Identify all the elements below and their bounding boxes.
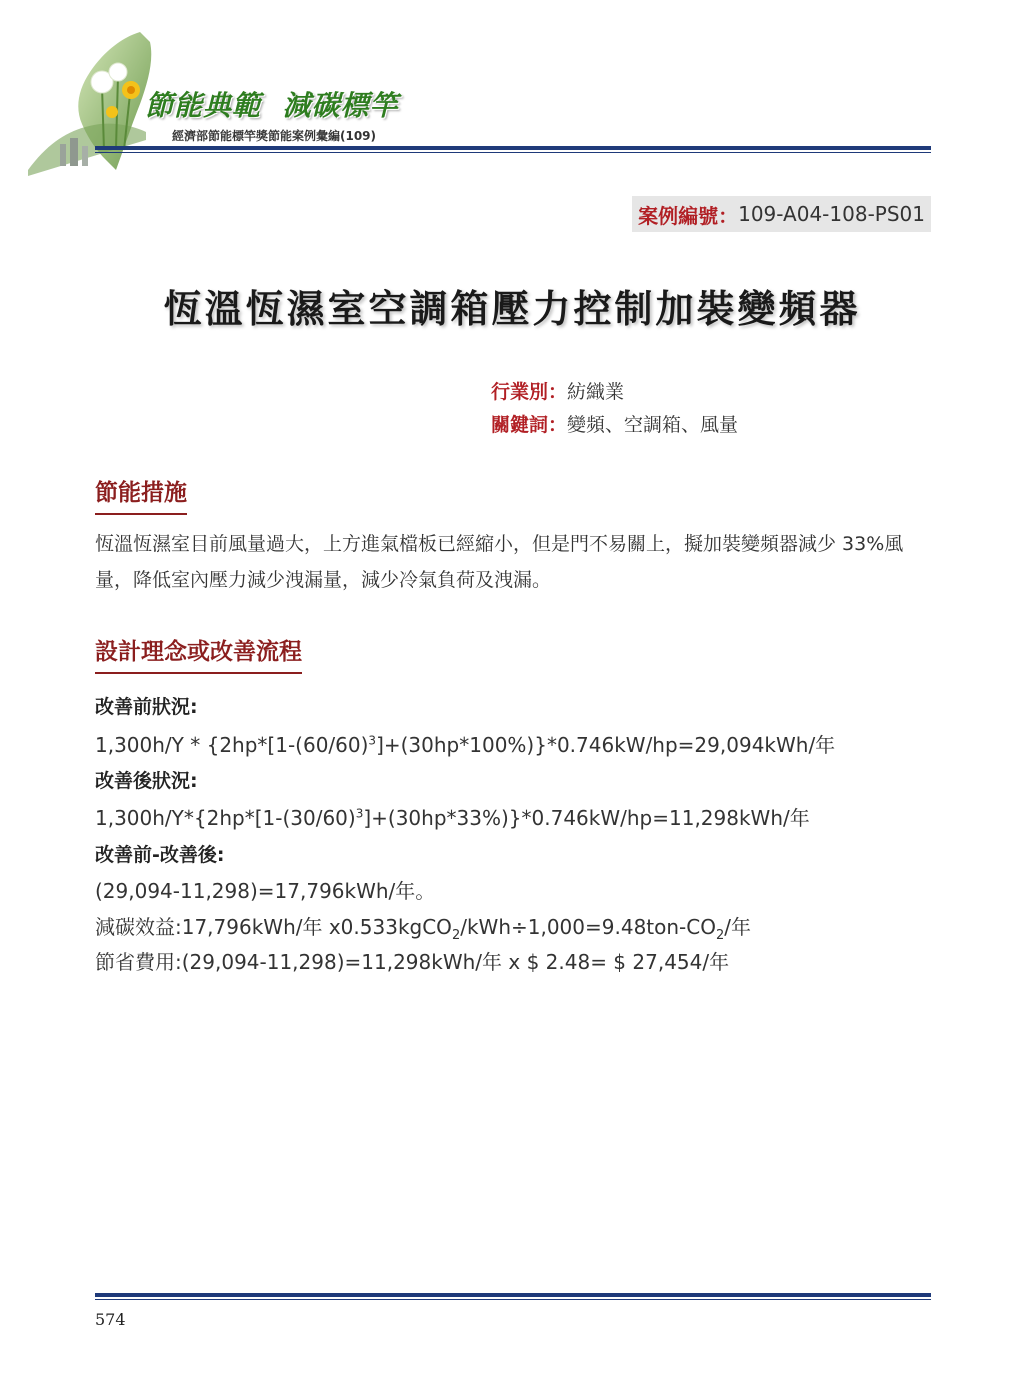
measures-paragraph: 恆溫恆濕室目前風量過大，上方進氣檔板已經縮小，但是門不易關上，擬加裝變頻器減少 33%風量，降低室內壓力減少洩漏量，減少冷氣負荷及洩漏。 <box>95 533 904 591</box>
keywords-row <box>491 410 738 437</box>
footer-rule-thin <box>95 1299 931 1300</box>
after-formula-exponent: 3 <box>355 806 364 821</box>
after-formula-part-a: 1,300h/Y*{2hp*[1-(30/60) <box>95 806 356 830</box>
before-formula-exponent: 3 <box>368 733 377 748</box>
carbon-part-a: 減碳效益:17,796kWh/年 x0.533kgCO <box>95 915 452 939</box>
after-formula-part-b: ]+(30hp*33%)}*0.746kW/hp=11,298kWh/年 <box>363 806 810 830</box>
difference-heading: 改善前-改善後: <box>95 844 225 866</box>
header-rule-thin <box>95 152 931 153</box>
after-heading: 改善後狀況: <box>95 770 198 792</box>
brand-subtitle: 經濟部節能標竿獎節能案例彙編(109) <box>172 129 377 143</box>
industry-value: 紡織業 <box>567 381 625 403</box>
before-formula <box>95 729 835 758</box>
case-number-box <box>632 196 931 232</box>
before-formula-part-a: 1,300h/Y * {2hp*[1-(60/60) <box>95 733 369 757</box>
keywords-label: 關鍵詞： <box>491 414 568 436</box>
carbon-part-c: /年 <box>724 915 752 939</box>
section-heading-measures: 節能措施 <box>95 474 187 515</box>
industry-row <box>491 377 624 404</box>
brand-title: 節能典範 減碳標竿 <box>145 89 399 122</box>
footer-rule <box>95 1293 931 1297</box>
carbon-sub-1: 2 <box>451 928 461 943</box>
industry-label: 行業別： <box>491 381 568 403</box>
before-heading: 改善前狀況: <box>95 696 198 718</box>
after-formula <box>95 802 810 831</box>
header-rule <box>95 146 931 150</box>
carbon-sub-2: 2 <box>715 928 725 943</box>
before-formula-part-b: ]+(30hp*100%)}*0.746kW/hp=29,094kWh/年 <box>376 733 836 757</box>
keywords-value: 變頻、空調箱、風量 <box>567 414 739 436</box>
carbon-reduction <box>95 911 751 943</box>
section-heading-design: 設計理念或改善流程 <box>95 633 302 674</box>
page-number: 574 <box>95 1310 126 1329</box>
page-title: 恆溫恆濕室空調箱壓力控制加裝變頻器 <box>163 287 861 331</box>
difference-result: (29,094-11,298)=17,796kWh/年。 <box>95 879 436 903</box>
carbon-part-b: /kWh÷1,000=9.48ton-CO <box>460 915 716 939</box>
case-number-label: 案例編號： <box>638 203 739 228</box>
cost-savings: 節省費用:(29,094-11,298)=11,298kWh/年 x $ 2.48= $ 27,454/年 <box>95 950 730 974</box>
case-number-value: 109-A04-108-PS01 <box>738 202 925 226</box>
